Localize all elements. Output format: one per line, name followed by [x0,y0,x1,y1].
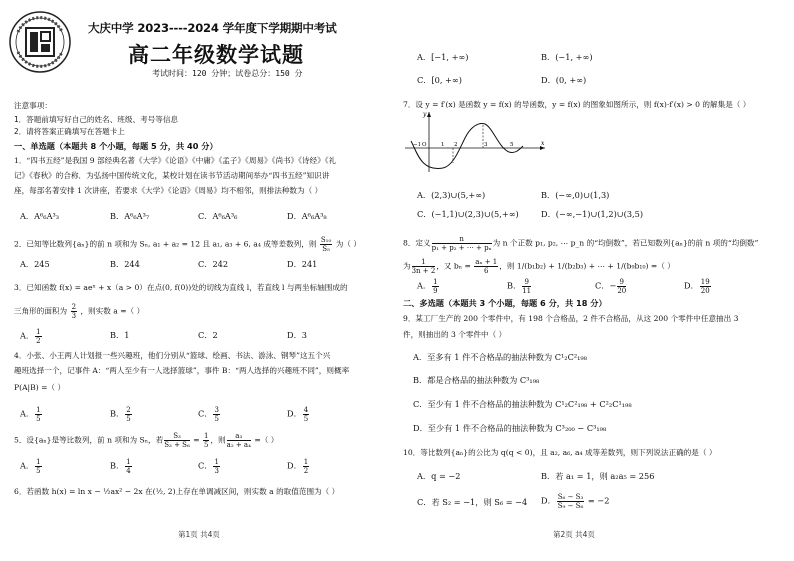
q5-opt-c-label: C． [198,460,213,471]
q5-frac1 [164,432,190,449]
q4-opt-c-bot: 5 [214,415,219,423]
q4-option-d [287,406,310,423]
q9-line1: 9．某工厂生产的 200 个零件中，有 198 个合格品，2 件不合格品，从这 200 个零件中任意抽出 3 [403,314,739,323]
graph-label-2: 2 [454,142,458,148]
q5-end: =（ ） [251,435,279,445]
section2-heading: 二、多选题（本题共 3 个小题，每题 6 分，共 18 分） [403,298,607,308]
q3-opt-a-top: 1 [36,328,41,336]
q5-opt-a-bot: 5 [36,467,41,475]
q5-opt-d-frac [303,458,309,475]
q5-f1-top: S₃ [164,432,190,441]
q5-option-d [287,458,310,475]
q8-line1-prefix: 8．定义 [403,238,431,248]
q5-frac3 [227,432,251,449]
q8-line2-prefix: 为 [403,261,411,271]
q5-opt-b-frac [125,458,131,475]
q5-opt-a-label: A． [20,460,35,471]
q4-opt-b-frac [125,406,131,423]
q7-option-d: D．(−∞,−1)∪(1,2)∪(3,5) [541,209,644,219]
q10-option-d [541,493,609,510]
q8-option-d [684,278,712,295]
q8-opt-c-bot: 20 [617,287,627,295]
q4-option-b [110,406,133,423]
q10-opt-d-bot: S₉ − S₆ [557,502,584,510]
q3-option-c: C．2 [198,330,218,340]
q3-option-a [20,328,43,345]
q5-f2-top: 1 [203,432,209,440]
q4-line3: P(A|B) =（ ） [14,383,66,392]
q6-option-b: B．(−1, +∞) [541,52,593,62]
q7-option-b: B．(−∞,0)∪(1,3) [541,190,610,200]
q2-frac-top: S₁₀ [320,236,332,244]
q9-option-d: D．至少有 1 件不合格品的抽法种数为 C³₂₀₀ − C³₁₉₈ [413,423,607,433]
q8-opt-b-label: B． [507,280,522,291]
q8-f2-top: 1 [412,258,436,267]
q5-tail: ，则 [210,435,226,445]
notes-title: 注意事项： [14,101,52,110]
q4-opt-a-top: 1 [36,406,41,414]
q3-line2-text: 三角形的面积为 [14,306,68,316]
q1-line3: 座，每部名著安排 1 次讲座，若要求《大学》《论语》《周易》均不相邻，则排法种数为（ ） [14,186,323,195]
q5-opt-d-top: 1 [303,458,309,466]
q8-option-c [595,278,627,295]
q3-frac-bottom: 3 [71,312,77,320]
q8-line2 [403,258,675,275]
q3-line1: 3．已知函数 f(x) = aeˣ + x（a > 0）在点(0, f(0))处的切线为直线 l，若直线 l 与两坐标轴围成的 [14,283,348,292]
q8-line2-mid: ，又 bₙ = [436,261,474,271]
q9-option-a: A．至多有 1 件不合格品的抽法种数为 C¹₂C²₁₉₈ [413,352,587,362]
q10-opt-d-top: S₆ − S₃ [557,493,584,501]
q2-fraction [320,236,332,253]
q5-option-a [20,458,43,475]
graph-label-y: y [423,111,427,118]
q4-opt-a-frac [35,406,41,423]
q8-opt-b-bot: 11 [522,287,532,295]
q8-f3-bot: 6 [484,267,489,275]
q8-frac3 [474,258,498,275]
q8-f1-bot: p₁ + p₂ + ⋯ + pₙ [431,244,492,252]
q8-frac1 [432,235,492,252]
q6-option-d: D．(0, +∞) [541,75,587,85]
q3-opt-a-bot: 2 [36,337,41,345]
q4-opt-d-bot: 5 [303,415,309,423]
q8-opt-c-frac [617,278,626,295]
q5-frac2 [203,432,209,449]
q2-frac-bottom: S₅ [322,245,330,253]
q8-f1-top: n [432,235,492,244]
q5-f2-bot: 5 [203,441,209,449]
q8-opt-d-frac [700,278,711,295]
q1-line2: 记》《春秋》的合称．为弘扬中国传统文化，某校计划在读书节活动期间举办“四书五经”知识讲 [14,171,330,180]
q1-line1: 1．“四书五经”是我国 9 部经典名著《大学》《论语》《中庸》《孟子》《周易》《尚书》《诗经》《礼 [14,156,337,165]
exam-title: 高二年级数学试题 [128,43,304,67]
q5-opt-d-label: D． [287,460,302,471]
q5-opt-b-bot: 4 [126,467,131,475]
q5-line [14,432,278,449]
q6-option-a: A．[−1, +∞) [417,52,469,62]
q3-line2 [14,303,144,320]
q4-opt-d-top: 4 [303,406,309,414]
q4-opt-a-bot: 5 [36,415,41,423]
q5-opt-a-top: 1 [36,458,41,466]
q8-opt-c-label: C． [595,280,610,291]
q8-opt-d-label: D． [684,280,699,291]
notes-item-2: 2．请将答案正确填写在答题卡上 [14,127,125,136]
q10-opt-d-post: = −2 [585,495,610,506]
q9-line2: 件，则抽出的 3 个零件中（ ） [403,330,507,339]
q3-option-b: B．1 [110,330,130,340]
q2-option-b: B．244 [110,259,140,269]
graph-y-arrow [427,112,431,117]
q10-option-b: B．若 a₁ = 1，则 a₂a₅ = 256 [541,471,655,481]
q6-option-c: C．[0, +∞) [417,75,462,85]
q4-line1: 4．小张、小王两人计划报一些兴趣班，他们分别从“篮球、绘画、书法、游泳、钢琴”这五个兴 [14,351,331,360]
q3-option-d: D．3 [287,330,307,340]
q2-line [14,236,361,253]
q8-opt-b-frac [522,278,531,295]
q7-line: 7．设 y = f′(x) 是函数 y = f(x) 的导函数，y = f(x) 的图象如图所示，则 f(x)·f′(x) > 0 的解集是（ ） [403,100,751,109]
q5-opt-d-bot: 2 [303,467,309,475]
q10-opt-d-label: D． [541,495,556,506]
q8-opt-b-top: 9 [522,278,531,287]
q2-option-d: D．241 [287,259,318,269]
q4-opt-d-label: D． [287,408,302,419]
q2-tail: 为（ ） [335,239,361,249]
q1-option-a: A．A⁶₆A³₃ [20,211,60,221]
q10-option-c: C．若 S₂ = −1，则 S₆ = −4 [417,497,528,507]
exam-meta: 考试时间：120 分钟；试卷总分：150 分 [152,69,303,78]
right-page [397,0,794,561]
q3-line2-tail: ，则实数 a =（ ） [80,306,145,316]
q3-fraction [71,303,77,320]
q1-option-b: B．A⁶₆A³₇ [110,211,150,221]
q9-option-b: B．都是合格品的抽法种数为 C³₁₉₈ [413,375,540,385]
notes-item-1: 1．答题前填写好自己的姓名、班级、考号等信息 [14,115,179,124]
q8-line1 [403,235,758,252]
q9-option-c: C．至少有 1 件不合格品的抽法种数为 C¹₂C²₁₉₈ + C²₂C¹₁₉₈ [413,399,632,409]
q4-opt-b-top: 2 [126,406,131,414]
q4-opt-d-frac [303,406,309,423]
q10-opt-d-frac [557,493,585,510]
q4-opt-c-top: 3 [214,406,219,414]
q4-opt-a-label: A． [20,408,35,419]
q8-opt-c-sign: − [609,280,617,291]
graph-curve [411,124,523,169]
q3-option-a-frac [35,328,41,345]
q4-opt-c-label: C． [198,408,213,419]
q5-opt-c-bot: 3 [214,467,219,475]
q4-line2: 趣班选择一个，记事件 A：“两人至少有一人选择篮球”，事件 B：“两人选择的兴趣班不同”，则概率 [14,366,350,375]
q8-line2-then: ，则 [499,261,515,271]
q5-opt-a-frac [35,458,41,475]
q5-opt-b-label: B． [110,460,125,471]
q4-opt-b-bot: 5 [126,415,131,423]
q8-opt-a-bot: 9 [433,287,438,295]
q5-opt-c-top: 1 [214,458,219,466]
q4-option-c [198,406,221,423]
school-seal-logo [8,10,72,74]
q5-option-b [110,458,133,475]
graph-label-3: 3 [484,142,488,148]
q7-option-a: A．(2,3)∪(5,+∞) [417,190,486,200]
q8-opt-d-bot: 20 [700,287,710,295]
q1-option-c: C．A⁶₆A³₆ [198,211,238,221]
q2-option-a: A．245 [20,259,50,269]
q4-opt-c-frac [213,406,219,423]
q8-option-b [507,278,532,295]
q8-opt-a-frac [432,278,438,295]
q5-option-c [198,458,221,475]
q4-opt-b-label: B． [110,408,125,419]
q5-text: 5．设{aₙ}是等比数列，前 n 项和为 Sₙ，若 [14,435,164,445]
q8-sum-text: 1/(b₁b₂) + 1/(b₂b₃) + ⋯ + 1/(b₉b₁₀) =（ ） [516,261,675,271]
q8-line1-rest: 为 n 个正数 p₁, p₂, ⋯ p_n 的“均倒数”，若已知数列{aₙ}的前 n 项的“均倒数” [492,238,759,248]
q2-option-c: C．242 [198,259,229,269]
q5-opt-c-frac [213,458,219,475]
q10-option-a: A．q = −2 [417,471,461,481]
q5-f3-bot: a₂ + a₄ [226,441,251,449]
q8-opt-c-top: 9 [617,278,626,287]
q7-option-c: C．(−1,1)∪(2,3)∪(5,+∞) [417,209,519,219]
q5-f1-bot: S₃ + S₆ [164,441,190,449]
graph-label-origin: O [422,142,427,148]
q5-mid: = [190,435,202,445]
q8-f2-bot: 3n + 2 [411,267,436,275]
q7-function-graph [403,108,549,174]
q8-opt-a-top: 1 [433,278,438,286]
graph-label-5: 5 [510,142,514,148]
q10-line: 10．等比数列{aₙ}的公比为 q(q < 0)，且 a₂, a₆, a₄ 成等差数列，则下列说法正确的是（ ） [403,448,717,457]
q8-option-a [417,278,440,295]
school-exam-line: 大庆中学 2023----2024 学年度下学期期中考试 [88,21,337,35]
q1-option-d: D．A⁶₆A³₈ [287,211,327,221]
q5-opt-b-top: 1 [126,458,131,466]
footer-right: 第2页 共4页 [553,530,595,539]
graph-label-neg1: −1 [413,142,422,148]
q2-text: 2．已知等比数列{aₙ}的前 n 项和为 Sₙ, a₁ + a₂ = 12 且 a₁, a₃ + 6, a₄ 成等差数列，则 [14,239,317,249]
q8-opt-d-top: 19 [700,278,710,286]
q8-frac2 [412,258,436,275]
q8-opt-a-label: A． [417,280,432,291]
graph-label-1: 1 [441,142,445,148]
section1-heading: 一、单选题（本题共 8 个小题，每题 5 分，共 40 分） [14,141,218,151]
q4-option-a [20,406,43,423]
footer-left: 第1页 共4页 [178,530,220,539]
q8-f3-top: aₙ + 1 [475,258,498,266]
q3-option-a-label: A． [20,330,35,341]
q3-frac-top: 2 [71,303,77,311]
q6-line: 6．若函数 h(x) = ln x − ½ax² − 2x 在(½, 2)上存在单调减区间，则实数 a 的取值范围为（ ） [14,487,340,496]
q5-f3-top: a₃ [227,432,251,441]
graph-label-x: x [541,140,545,147]
